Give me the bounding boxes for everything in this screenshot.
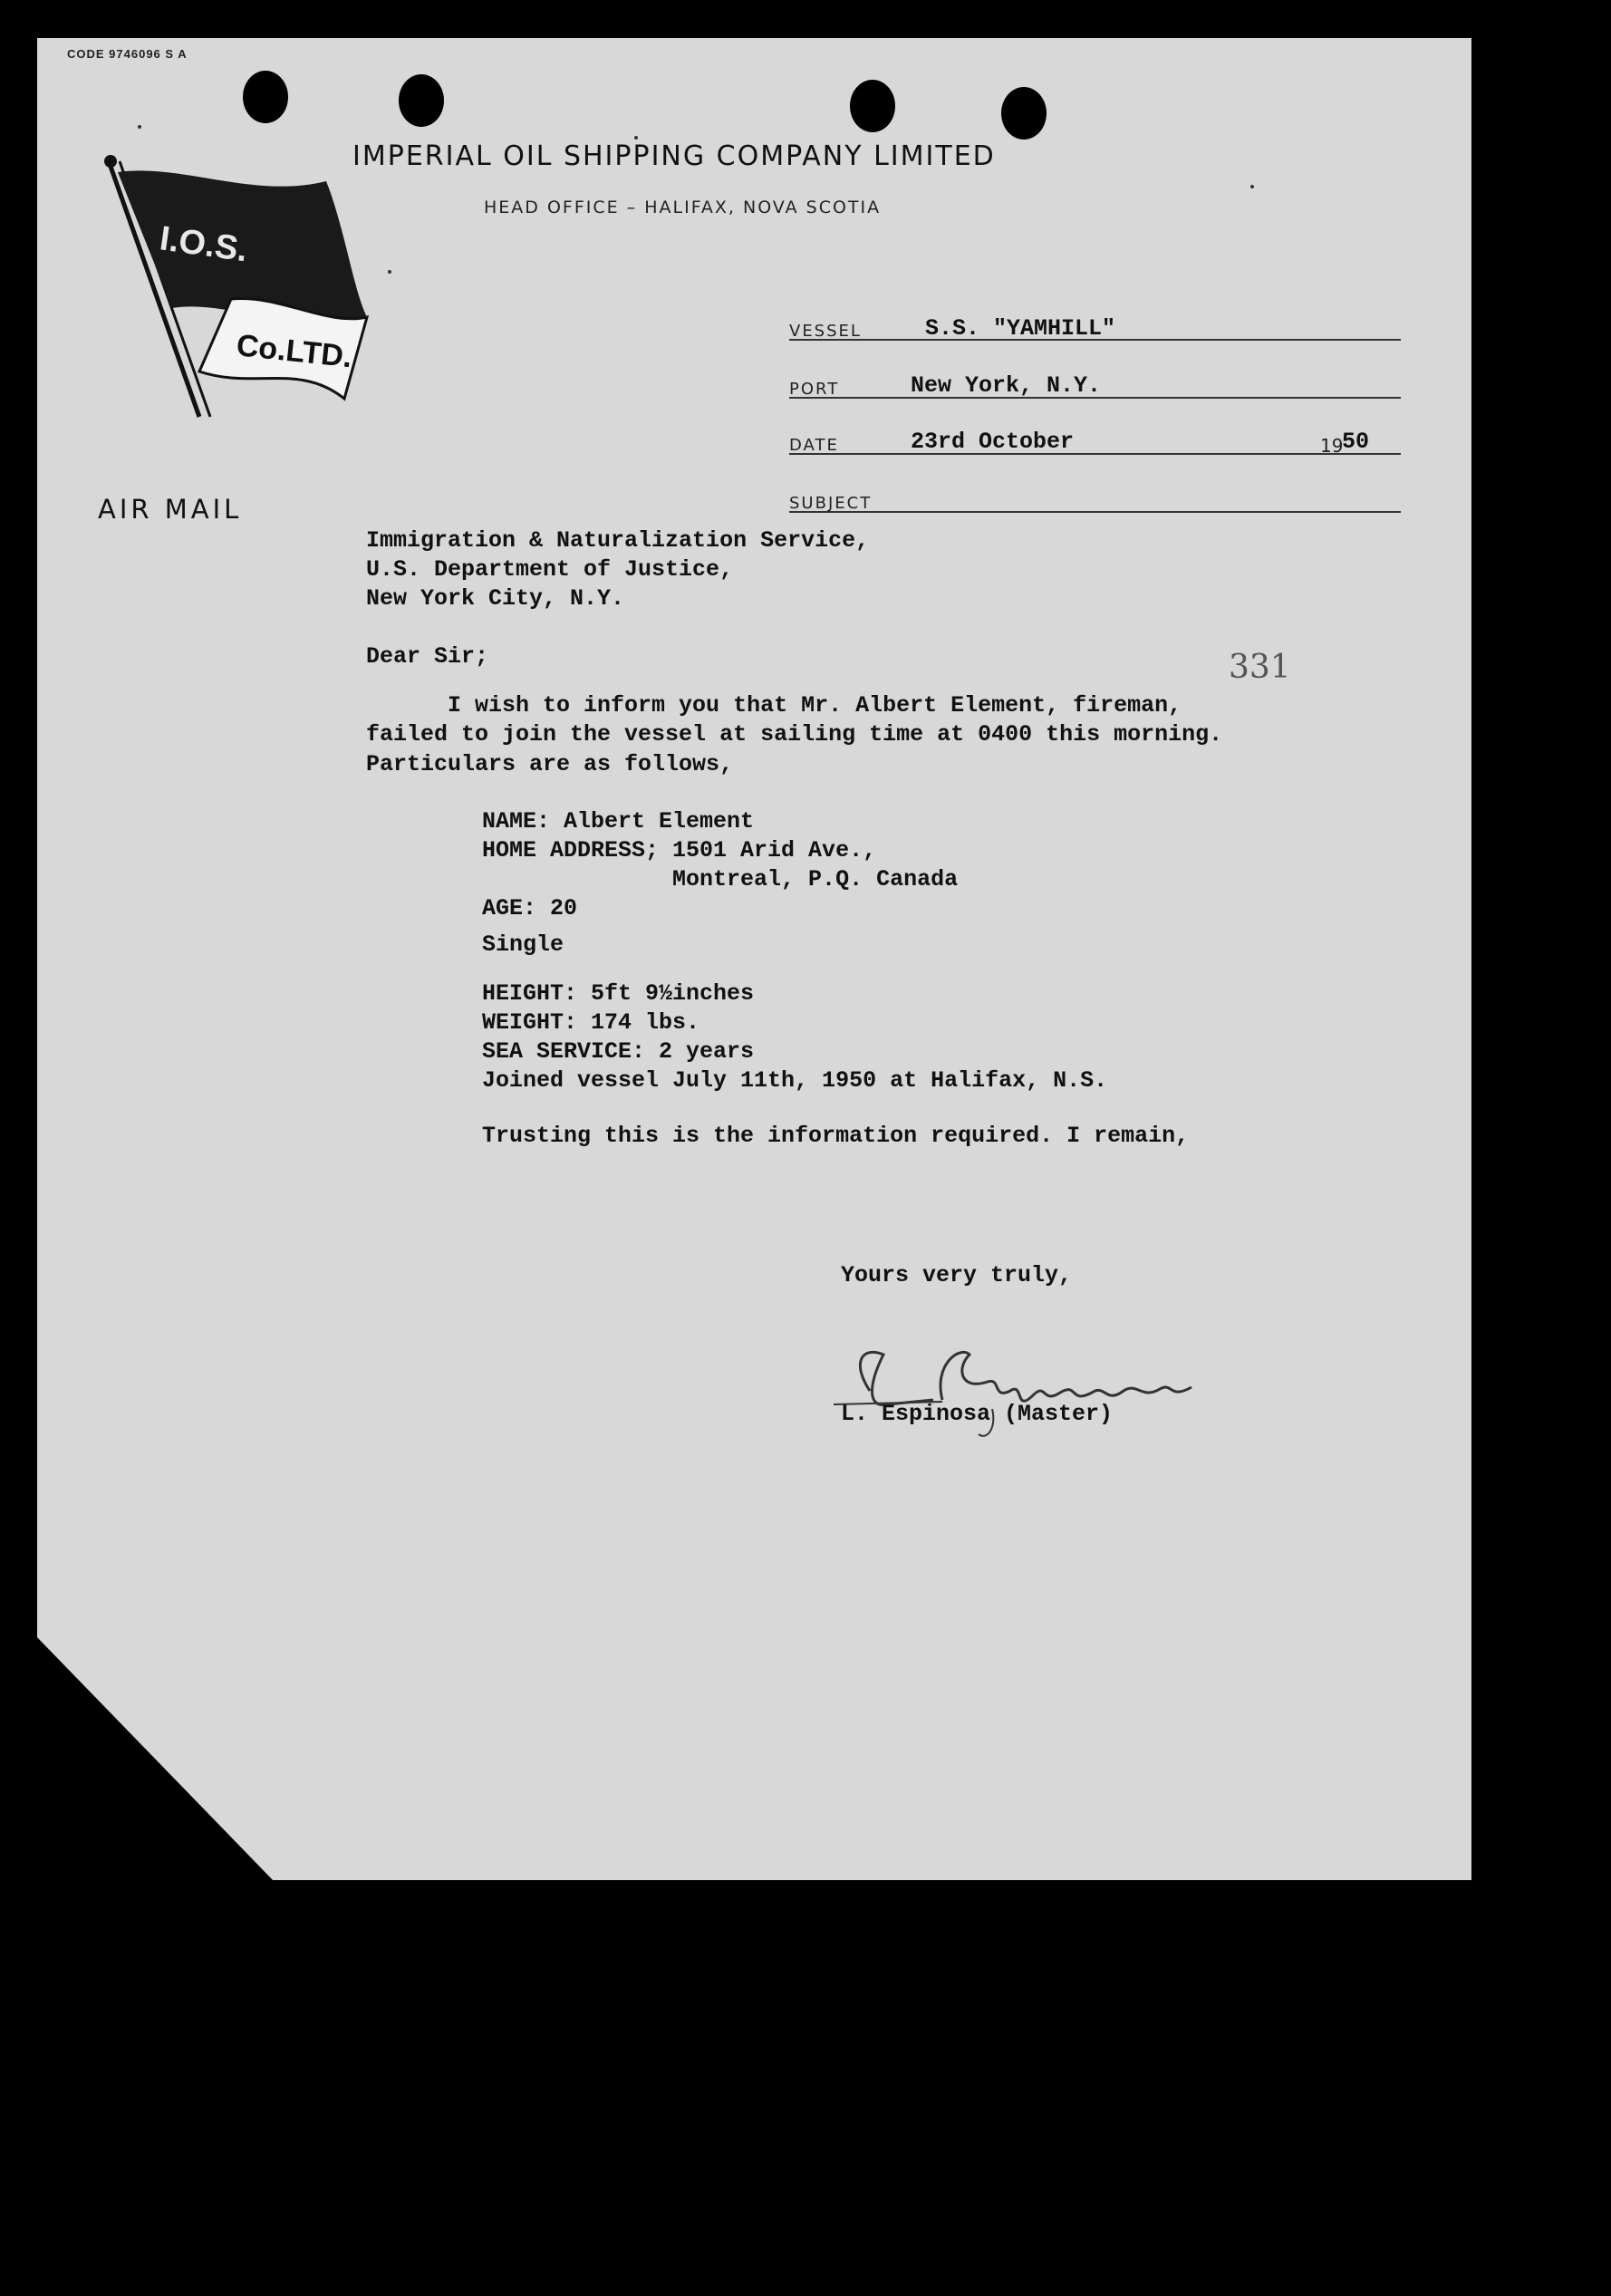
particular-line: Montreal, P.Q. Canada (482, 866, 959, 892)
subject-field (789, 475, 1401, 513)
logo-line2: Co.LTD. (235, 328, 354, 375)
date-field (789, 417, 1401, 455)
particular-line: Joined vessel July 11th, 1950 at Halifax, N.S. (482, 1067, 1108, 1094)
punch-hole (243, 71, 288, 123)
port-label: PORT (789, 380, 840, 399)
form-code: CODE 9746096 S A (67, 47, 188, 61)
punch-hole (399, 74, 444, 127)
closing: Yours very truly, (841, 1262, 1073, 1288)
file-number: 331 (1229, 649, 1291, 686)
air-mail-label: AIR MAIL (98, 494, 243, 525)
company-flag-logo (72, 118, 381, 435)
address-line: New York City, N.Y. (366, 585, 625, 612)
particular-line: NAME: Albert Element (482, 808, 755, 834)
particular-line: SEA SERVICE: 2 years (482, 1038, 755, 1065)
signatory: L. Espinosa (Master) (841, 1401, 1114, 1427)
company-name: IMPERIAL OIL SHIPPING COMPANY LIMITED (352, 140, 996, 172)
speck (634, 136, 638, 140)
particular-line: HOME ADDRESS; 1501 Arid Ave., (482, 837, 877, 863)
particular-line: Trusting this is the information required. I remain, (482, 1123, 1190, 1149)
body-line: failed to join the vessel at sailing time at 0400 this morning. (366, 721, 1223, 748)
vessel-label: VESSEL (789, 322, 862, 341)
speck (388, 270, 391, 274)
subject-label: SUBJECT (789, 494, 873, 513)
page-corner-fold (37, 1637, 275, 1882)
particular-line: Single (482, 931, 564, 958)
address-line: U.S. Department of Justice, (366, 556, 734, 583)
particular-line: WEIGHT: 174 lbs. (482, 1009, 700, 1036)
punch-hole (850, 80, 895, 132)
body-line: Particulars are as follows, (366, 751, 734, 777)
date-value: 23rd October (911, 429, 1075, 455)
salutation: Dear Sir; (366, 643, 489, 670)
particular-line: AGE: 20 (482, 895, 578, 921)
particular-line: HEIGHT: 5ft 9½inches (482, 980, 755, 1007)
date-year-suffix: 50 (1342, 429, 1370, 455)
body-line: I wish to inform you that Mr. Albert Element, fireman, (366, 692, 1182, 719)
speck (1250, 185, 1254, 188)
port-value: New York, N.Y. (911, 372, 1102, 399)
date-label: DATE (789, 436, 839, 455)
punch-hole (1001, 87, 1047, 140)
address-line: Immigration & Naturalization Service, (366, 527, 870, 554)
date-year-prefix: 19 (1320, 435, 1344, 457)
head-office: HEAD OFFICE – HALIFAX, NOVA SCOTIA (484, 198, 882, 217)
logo-line1: I.O.S. (157, 219, 250, 270)
vessel-value: S.S. "YAMHILL" (925, 315, 1116, 342)
handwritten-signature (834, 1327, 1214, 1445)
